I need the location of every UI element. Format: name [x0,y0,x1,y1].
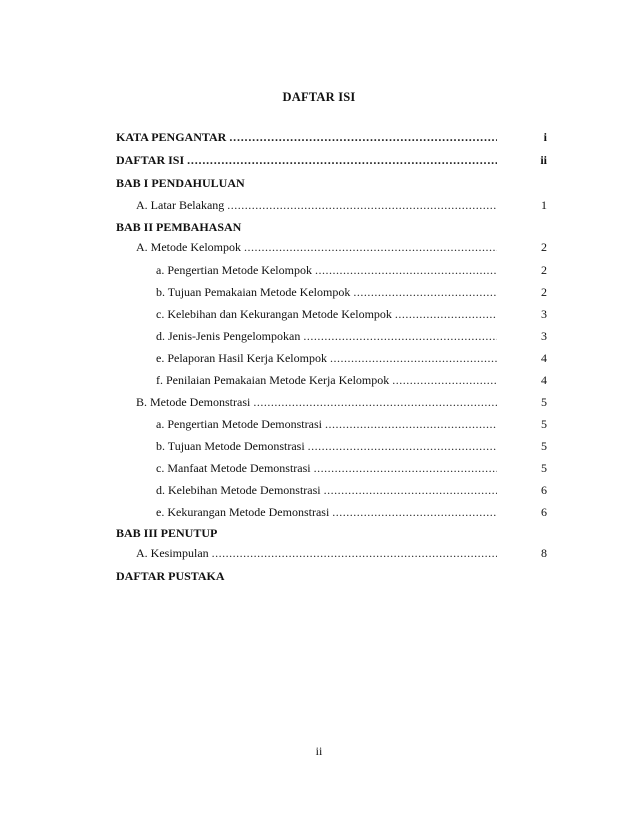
toc-entry-penilaian-pemakaian[interactable] [156,373,500,389]
toc-page-number: 5 [541,417,547,431]
chapter-heading-bab2[interactable]: BAB II PEMBAHASAN [116,220,242,234]
toc-entry-label: B. Metode Demonstrasi [136,395,251,409]
leader-dots [244,240,497,255]
toc-page-number: 2 [541,240,547,254]
toc-page-number: 6 [541,483,547,497]
toc-entry-metode-kelompok[interactable] [136,240,500,256]
leader-dots [308,439,497,454]
toc-entry-daftar-isi[interactable] [116,153,500,169]
toc-entry-label: d. Kelebihan Metode Demonstrasi [156,483,321,497]
toc-page-number: 3 [541,307,547,321]
chapter-heading-bab1[interactable]: BAB I PENDAHULUAN [116,176,245,190]
toc-page-number: 4 [541,373,547,387]
leader-dots [330,351,497,366]
toc-entry-label: c. Kelebihan dan Kekurangan Metode Kelompok [156,307,392,321]
toc-entry-kelebihan-demonstrasi[interactable] [156,483,500,499]
toc-page-number: 6 [541,505,547,519]
toc-page-number: 1 [541,198,547,212]
toc-entry-label: e. Kekurangan Metode Demonstrasi [156,505,330,519]
leader-dots [227,198,497,213]
toc-entry-label: c. Manfaat Metode Demonstrasi [156,461,311,475]
toc-page-number: ii [540,153,547,167]
toc-entry-metode-demonstrasi[interactable] [136,395,500,411]
page-title: DAFTAR ISI [282,90,356,104]
leader-dots [212,546,497,561]
toc-entry-label: a. Pengertian Metode Kelompok [156,263,312,277]
toc-entry-pengertian-demonstrasi[interactable] [156,417,500,433]
toc-entry-kata-pengantar[interactable] [116,130,500,146]
toc-entry-latar-belakang[interactable] [136,198,500,214]
leader-dots [392,373,497,388]
leader-dots [253,395,497,410]
toc-page-number: 3 [541,329,547,343]
page-number-footer: ii [315,744,323,758]
leader-dots [303,329,497,344]
toc-entry-label: A. Kesimpulan [136,546,209,560]
toc-page-number: 5 [541,439,547,453]
toc-entry-daftar-pustaka[interactable]: DAFTAR PUSTAKA [116,569,225,583]
toc-entry-label: e. Pelaporan Hasil Kerja Kelompok [156,351,327,365]
toc-entry-kesimpulan[interactable] [136,546,500,562]
leader-dots [229,130,497,145]
leader-dots [324,483,497,498]
toc-entry-manfaat-demonstrasi[interactable] [156,461,500,477]
leader-dots [395,307,497,322]
toc-entry-label: A. Latar Belakang [136,198,225,212]
leader-dots [332,505,497,520]
toc-entry-label: a. Pengertian Metode Demonstrasi [156,417,322,431]
toc-entry-tujuan-demonstrasi[interactable] [156,439,500,455]
toc-entry-label: b. Tujuan Metode Demonstrasi [156,439,305,453]
toc-page-number: 5 [541,395,547,409]
chapter-heading-bab3[interactable]: BAB III PENUTUP [116,526,218,540]
toc-entry-kekurangan-demonstrasi[interactable] [156,505,500,521]
toc-entry-label: d. Jenis-Jenis Pengelompokan [156,329,301,343]
toc-page-number: 2 [541,285,547,299]
toc-entry-kelebihan-kekurangan-kelompok[interactable] [156,307,500,323]
toc-entry-tujuan-kelompok[interactable] [156,285,500,301]
toc-entry-pelaporan-hasil[interactable] [156,351,500,367]
leader-dots [187,153,497,168]
toc-page-number: 4 [541,351,547,365]
toc-entry-label: A. Metode Kelompok [136,240,241,254]
leader-dots [314,461,497,476]
toc-entry-label: b. Tujuan Pemakaian Metode Kelompok [156,285,351,299]
leader-dots [325,417,497,432]
toc-page-number: 2 [541,263,547,277]
toc-entry-label: f. Penilaian Pemakaian Metode Kerja Kelompok [156,373,390,387]
toc-entry-pengertian-kelompok[interactable] [156,263,500,279]
toc-page-number: 5 [541,461,547,475]
leader-dots [353,285,497,300]
toc-page-number: 8 [541,546,547,560]
leader-dots [315,263,497,278]
toc-entry-jenis-pengelompokan[interactable] [156,329,500,345]
toc-entry-label: KATA PENGANTAR [116,130,227,144]
toc-entry-label: DAFTAR ISI [116,153,185,167]
toc-page-number: i [543,130,547,144]
